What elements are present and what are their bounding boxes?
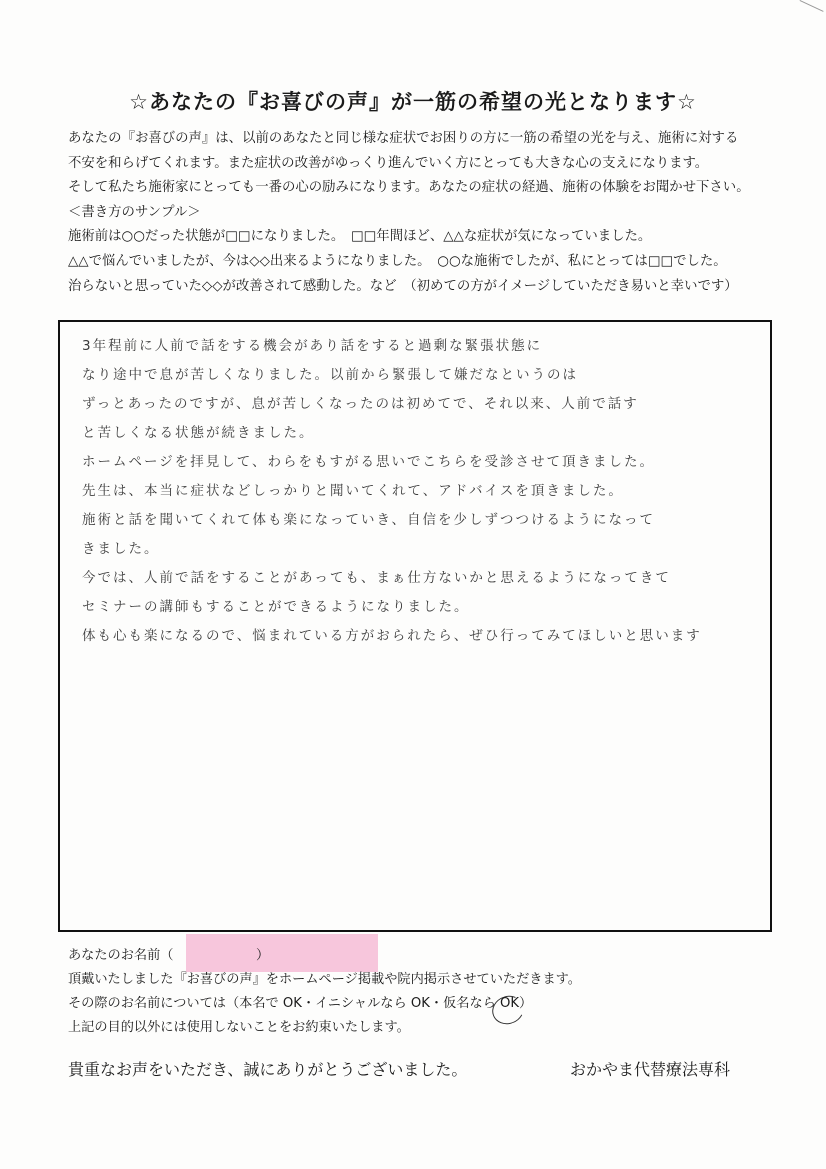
testimonial-line: ずっとあったのですが、息が苦しくなったのは初めてで、それ以来、人前で話す [82, 396, 639, 412]
intro-line: 不安を和らげてくれます。また症状の改善がゆっくり進んでいく方にとっても大きな心の支えになります。 [68, 155, 709, 171]
closing [68, 1057, 768, 1080]
testimonial-line: と苦しくなる状態が続きました。 [82, 425, 315, 441]
sample-heading: ＜書き方のサンプル＞ [68, 204, 201, 220]
testimonial-line: なり途中で息が苦しくなりました。以前から緊張して嫌だなというのは [82, 367, 578, 383]
name-label: あなたのお名前（ [68, 948, 174, 963]
testimonial-line: 3年程前に人前で話をする機会があり話をすると過剰な緊張状態に [82, 338, 543, 354]
testimonial-line: 施術と話を聞いてくれて体も楽になっていき、自信を少しずつつけるようになって [82, 512, 655, 528]
intro-line: そして私たち施術家にとっても一番の心の励みになります。あなたの症状の経過、施術の体験をお聞かせ下さい。 [68, 180, 750, 196]
name-close-paren: ） [256, 948, 270, 963]
intro-line: あなたの『お喜びの声』は、以前のあなたと同じ様な症状でお困りの方に一筋の希望の光を与え、施術に対する [68, 131, 739, 146]
sample-line: △△で悩んでいましたが、今は◇◇出来るようになりました。 ○○な施術でしたが、私にとっては□□でした。 [68, 253, 727, 269]
thanks-text: 貴重なお声をいただき、誠にありがとうございました。 [68, 1060, 468, 1079]
testimonial-line: 今では、人前で話をすることがあっても、まぁ仕方ないかと思えるようになってきて [82, 570, 671, 586]
testimonial-line: ホームページを拝見して、わらをもすがる思いでこちらを受診させて頂きました。 [82, 454, 655, 470]
consent-line: 頂戴いたしました『お喜びの声』をホームページ掲載や院内掲示させていただきます。 [68, 972, 581, 987]
testimonial-line: 先生は、本当に症状などしっかりと聞いてくれて、アドバイスを頂きました。 [82, 483, 624, 499]
testimonial-box [58, 320, 772, 932]
promise-line: 上記の目的以外には使用しないことをお約束いたします。 [68, 1020, 410, 1035]
organization-name: おかやま代替療法専科 [570, 1060, 731, 1079]
footer-text [68, 944, 788, 1040]
testimonial-line: 体も心も楽になるので、悩まれている方がおられたら、ぜひ行ってみてほしいと思います [82, 628, 702, 644]
scan-corner-mark [795, 0, 823, 21]
sample-line: 施術前は○○だった状態が□□になりました。 □□年間ほど、△△な症状が気になっていました。 [68, 229, 652, 245]
testimonial-line: きました。 [82, 541, 160, 557]
name-option-line: その際のお名前については（本名で OK・イニシャルなら OK・仮名なら OK） [68, 996, 533, 1011]
name-field-row [68, 944, 788, 968]
handwritten-testimonial [82, 332, 762, 651]
sample-line: 治らないと思っていた◇◇が改善されて感動した。など （初めての方がイメージしていただき易いと幸いです） [68, 278, 738, 294]
page-title: ☆あなたの『お喜びの声』が一筋の希望の光となります☆ [129, 90, 697, 114]
testimonial-line: セミナーの講師もすることができるようになりました。 [82, 599, 470, 615]
intro-text [68, 127, 788, 299]
